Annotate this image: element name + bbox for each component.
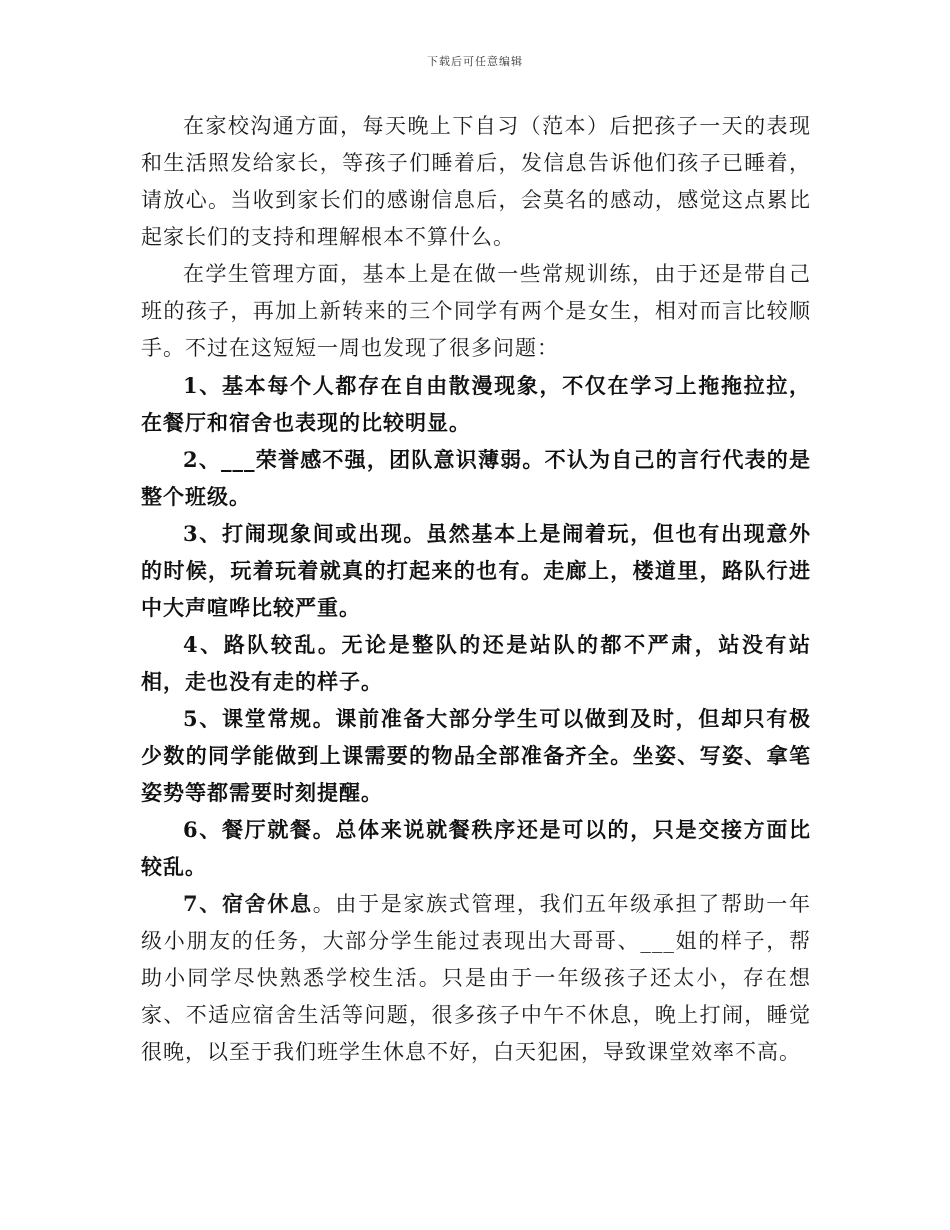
paragraph-home-school-communication: 在家校沟通方面，每天晚上下自习（范本）后把孩子一天的表现和生活照发给家长，等孩子们睡着后，发信息告诉他们孩子已睡着，请放心。当收到家长们的感谢信息后，会莫名的感动，感觉这点累比起家长们的支持和理解根本不算什么。 [141, 114, 811, 249]
page-header: 下载后可任意编辑 [427, 55, 523, 68]
list-item-issue-5: 5、课堂常规。课前准备大部分学生可以做到及时，但却只有极少数的同学能做到上课需要的物品全部准备齐全。坐姿、写姿、拿笔姿势等都需要时刻提醒。 [141, 706, 811, 805]
paragraph-student-management: 在学生管理方面，基本上是在做一些常规训练，由于还是带自己班的孩子，再加上新转来的三个同学有两个是女生，相对而言比较顺手。不过在这短短一周也发现了很多问题： [141, 262, 811, 360]
list-item-issue-7 [141, 885, 811, 1071]
list-item-issue-3: 3、打闹现象间或出现。虽然基本上是闹着玩，但也有出现意外的时候，玩着玩着就真的打起来的也有。走廊上，楼道里，路队行进中大声喧哗比较严重。 [141, 521, 811, 620]
list-item-issue-1: 1、基本每个人都存在自由散漫现象，不仅在学习上拖拖拉拉，在餐厅和宿舍也表现的比较明显。 [141, 373, 811, 435]
document-body [141, 108, 811, 1071]
list-item-issue-6: 6、餐厅就餐。总体来说就餐秩序还是可以的，只是交接方面比较乱。 [141, 817, 811, 879]
issue-7-body: 。由于是家族式管理，我们五年级承担了帮助一年级小朋友的任务，大部分学生能过表现出大哥哥、___姐的样子，帮助小同学尽快熟悉学校生活。只是由于一年级孩子还太小，存在想家、不适应宿舍生活等问题，很多孩子中午不休息，晚上打闹，睡觉很晚，以至于我们班学生休息不好，白天犯困，导致课堂效率不高。 [141, 892, 811, 1064]
list-item-issue-2: 2、___荣誉感不强，团队意识薄弱。不认为自己的言行代表的是整个班级。 [141, 447, 812, 509]
issue-7-heading: 7、宿舍休息 [183, 891, 313, 916]
list-item-issue-4: 4、路队较乱。无论是整队的还是站队的都不严肃，站没有站相，走也没有走的样子。 [141, 632, 811, 694]
